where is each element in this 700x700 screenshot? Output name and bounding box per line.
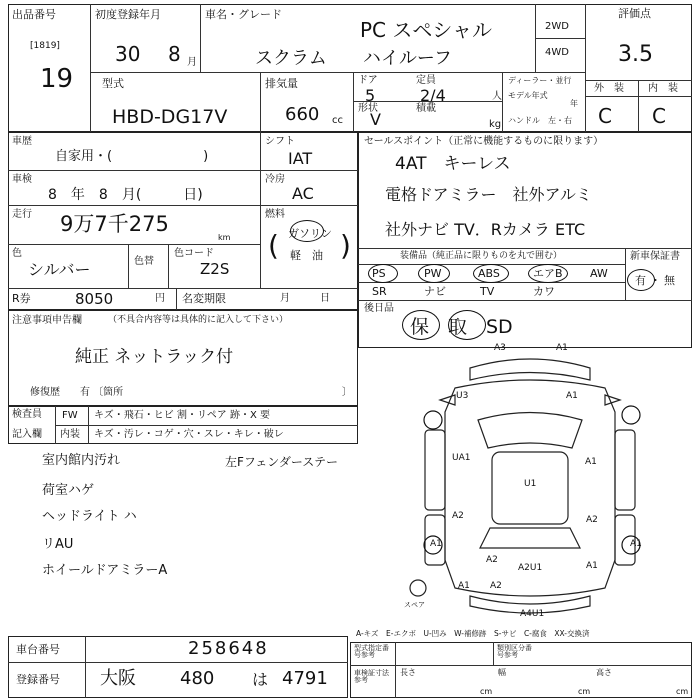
capacity-unit: 人 <box>492 91 502 102</box>
sales-line3: 社外ナビ TV．Rカメラ ETC <box>385 220 586 239</box>
reg-number: 4791 <box>282 668 328 689</box>
rating-value: 3.5 <box>618 42 653 67</box>
damage-mark: A1 <box>585 457 597 467</box>
divider <box>260 72 261 132</box>
divider <box>176 288 177 310</box>
reg-label: 登録番号 <box>16 673 60 686</box>
cat-label: 類別区分番号参考 <box>497 644 532 659</box>
interior-value: C <box>652 104 666 128</box>
color-label: 色 <box>12 248 22 259</box>
damage-mark: A4U1 <box>520 609 545 619</box>
damage-mark: A2 <box>586 515 598 525</box>
mileage-value: 9万7千275 <box>60 212 169 236</box>
capacity-label: 定員 <box>416 75 436 86</box>
divider <box>8 244 260 245</box>
fuel-label: 燃料 <box>265 209 285 220</box>
exterior-label: 外 装 <box>594 83 624 94</box>
after-value: 保 取 SD <box>410 316 513 338</box>
height-unit: cm <box>676 687 689 696</box>
handwritten-line: リAU <box>42 537 74 552</box>
divider <box>358 300 692 301</box>
fw-items: キズ・飛石・ヒビ 割・リペア 跡・X 要 <box>94 410 270 421</box>
fuel-bracket: ) <box>340 229 351 262</box>
divider <box>55 425 358 426</box>
handwritten-line: 室内館内汚れ <box>42 453 121 468</box>
shape-value: V <box>370 110 381 129</box>
damage-mark: A3 <box>494 343 506 353</box>
divider <box>90 4 91 132</box>
divider <box>358 248 692 249</box>
sales-line2: 電格ドアミラー 社外アルミ <box>385 185 592 204</box>
after-circle <box>402 310 440 340</box>
mileage-label: 走行 <box>12 209 32 220</box>
displacement-unit: cc <box>332 115 343 126</box>
fw-label: FW <box>62 410 78 421</box>
doors-value: 5 <box>365 86 376 105</box>
width-unit: cm <box>578 687 591 696</box>
history-label: 車歴 <box>12 136 32 147</box>
first-reg-month: 8 <box>168 42 181 66</box>
divider <box>8 205 358 206</box>
exterior-value: C <box>598 104 612 128</box>
divider <box>502 72 503 132</box>
warranty-yes-circle <box>627 269 655 291</box>
load-unit: kg <box>489 119 502 130</box>
equip-item: エアB <box>533 267 563 280</box>
displacement-value: 660 <box>285 104 320 125</box>
model-value: HBD-DG17V <box>112 106 228 128</box>
damage-mark: U3 <box>456 391 469 401</box>
ac-value: AC <box>292 184 314 203</box>
r-ticket-value: 8050 <box>75 290 114 308</box>
divider <box>90 72 585 73</box>
divider <box>535 38 585 39</box>
notes-hint: （不具合内容等は具体的に記入して下さい） <box>108 315 289 325</box>
divider <box>353 72 354 132</box>
color-value: シルバー <box>28 260 91 279</box>
lot-number: 19 <box>40 64 74 94</box>
fmt-label: 型式指定番号参考 <box>354 644 389 659</box>
divider <box>128 244 129 288</box>
dealer-label: ディーラー・並行 <box>508 76 572 85</box>
capacity-value: 2/4 <box>420 86 446 105</box>
width-label: 幅 <box>498 668 506 677</box>
fuel-gas: ガソリン <box>288 227 332 240</box>
shift-value: IAT <box>288 149 313 168</box>
equip-item: ABS <box>478 267 500 280</box>
divider <box>638 80 639 132</box>
reg-region: 大阪 <box>100 668 136 689</box>
equip-item: SR <box>372 285 387 298</box>
damage-mark: A2U1 <box>518 563 543 573</box>
damage-mark: UA1 <box>452 453 471 463</box>
equip-item: PS <box>372 267 386 280</box>
warranty-no: 無 <box>664 274 675 287</box>
divider <box>395 642 396 698</box>
first-reg-year: 30 <box>115 42 141 66</box>
length-unit: cm <box>480 687 493 696</box>
repair-bracket-close: 〕 <box>342 387 352 398</box>
damage-legend: A-キズ E-エクボ U-凹み W-補修跡 S-サビ C-腐食 XX-交換済 <box>356 629 590 638</box>
warranty-yes: 有 <box>635 274 646 287</box>
damage-mark: A1 <box>566 391 578 401</box>
warranty-sep: ・ <box>650 274 661 287</box>
divider <box>200 4 201 72</box>
color-code-value: Z2S <box>200 260 230 278</box>
doors-label: ドア <box>358 75 378 86</box>
height-label: 高さ <box>596 668 612 677</box>
rating-label: 評価点 <box>618 7 651 20</box>
divider <box>585 4 586 132</box>
damage-mark: A1 <box>556 343 568 353</box>
divider <box>85 636 86 698</box>
model-year-label: モデル年式 <box>508 91 548 100</box>
color-swatch-label: 色替 <box>134 256 154 267</box>
notes-label: 注意事項申告欄 <box>12 315 82 326</box>
model-label: 型式 <box>102 77 124 90</box>
handwritten-line: ホイールドアミラーA <box>42 563 168 578</box>
yen-unit: 円 <box>155 293 165 304</box>
first-reg-label: 初度登録年月 <box>95 8 161 21</box>
handwritten-line: 荷室ハゲ <box>42 483 95 498</box>
fuel-diesel: 軽 油 <box>290 249 323 262</box>
interior-label: 内 装 <box>648 83 678 94</box>
divider <box>168 244 169 288</box>
divider <box>350 665 692 666</box>
equip-item: ナビ <box>424 285 446 298</box>
model-year-unit: 年 <box>570 99 578 108</box>
equip-circle <box>418 264 450 283</box>
equip-item: TV <box>480 285 495 298</box>
equip-circle <box>528 264 568 283</box>
handwritten-line: ヘッドライト ハ <box>42 509 137 524</box>
month-unit: 月 <box>187 57 197 68</box>
size-label: 車検証寸法参考 <box>354 669 389 684</box>
equip-label: 装備品（純正品に限りものを丸で囲む） <box>400 251 563 261</box>
shaken-value: 8 年 8 月( 日) <box>48 187 203 203</box>
chassis-label: 車台番号 <box>16 643 60 656</box>
divider <box>55 406 56 444</box>
color-code-label: 色コード <box>174 248 214 259</box>
reg-kana: は <box>252 670 269 689</box>
damage-mark: A1 <box>458 581 470 591</box>
history-value: 自家用・( ) <box>55 149 209 164</box>
fuel-bracket: ( <box>268 229 279 262</box>
displacement-label: 排気量 <box>265 77 298 90</box>
interior-row-label: 内装 <box>60 429 80 440</box>
chassis-value: 258648 <box>188 638 269 659</box>
mileage-unit: km <box>218 233 231 242</box>
divider <box>493 642 494 665</box>
drive-4wd: 4WD <box>545 47 569 58</box>
damage-mark: A1 <box>586 561 598 571</box>
name-change-value: 月 日 <box>280 293 330 304</box>
divider <box>625 248 626 300</box>
shift-label: シフト <box>265 136 295 147</box>
drive-2wd: 2WD <box>545 21 569 32</box>
handle-label: ハンドル 左・右 <box>508 116 572 125</box>
damage-mark: A2 <box>486 555 498 565</box>
name-grade-label: 車名・グレード <box>205 8 282 21</box>
equip-item: PW <box>424 267 442 280</box>
repair-label: 修復歴 有 〔箇所 <box>30 387 124 398</box>
divider <box>88 406 89 444</box>
notes-value: 純正 ネットラック付 <box>75 347 234 367</box>
r-ticket-label: R券 <box>12 292 31 305</box>
shape-label: 形状 <box>358 103 378 114</box>
entry-label: 記入欄 <box>12 429 42 440</box>
damage-mark: A1 <box>430 539 442 549</box>
lot-label: 出品番号 <box>12 8 56 21</box>
car-name-value: スクラム ハイルーフ <box>255 48 452 69</box>
length-label: 長さ <box>400 668 416 677</box>
equip-circle <box>473 264 509 283</box>
damage-mark: A2 <box>452 511 464 521</box>
fuel-gas-circle <box>290 220 324 242</box>
divider <box>260 132 261 288</box>
reg-class: 480 <box>180 668 215 689</box>
inspector-label: 検査員 <box>12 409 42 420</box>
load-label: 積載 <box>416 103 436 114</box>
sales-label: セールスポイント（正常に機能するものに限ります） <box>364 136 604 147</box>
spare-mark: スペア <box>404 601 425 609</box>
equip-item: AW <box>590 267 608 280</box>
damage-mark: A2 <box>490 581 502 591</box>
divider <box>353 101 502 102</box>
right-note: 左Fフェンダーステー <box>225 455 338 469</box>
ac-label: 冷房 <box>265 174 285 185</box>
divider <box>8 170 358 171</box>
damage-mark: A1 <box>630 539 642 549</box>
grade-value: PC スペシャル <box>360 18 492 42</box>
equip-circle <box>368 264 398 283</box>
sales-line1: 4AT キーレス <box>395 154 511 174</box>
equip-item: カワ <box>533 285 555 298</box>
damage-mark: U1 <box>524 479 537 489</box>
after-circle <box>448 310 486 340</box>
name-change-label: 名変期限 <box>182 292 226 305</box>
divider <box>8 288 358 289</box>
warranty-label: 新車保証書 <box>630 251 680 262</box>
divider <box>8 662 348 663</box>
lot-code: [1819] <box>30 41 60 51</box>
shaken-label: 車検 <box>12 174 32 185</box>
interior-items: キズ・汚レ・コゲ・穴・スレ・キレ・破レ <box>94 429 284 440</box>
after-label: 後日品 <box>364 303 394 314</box>
